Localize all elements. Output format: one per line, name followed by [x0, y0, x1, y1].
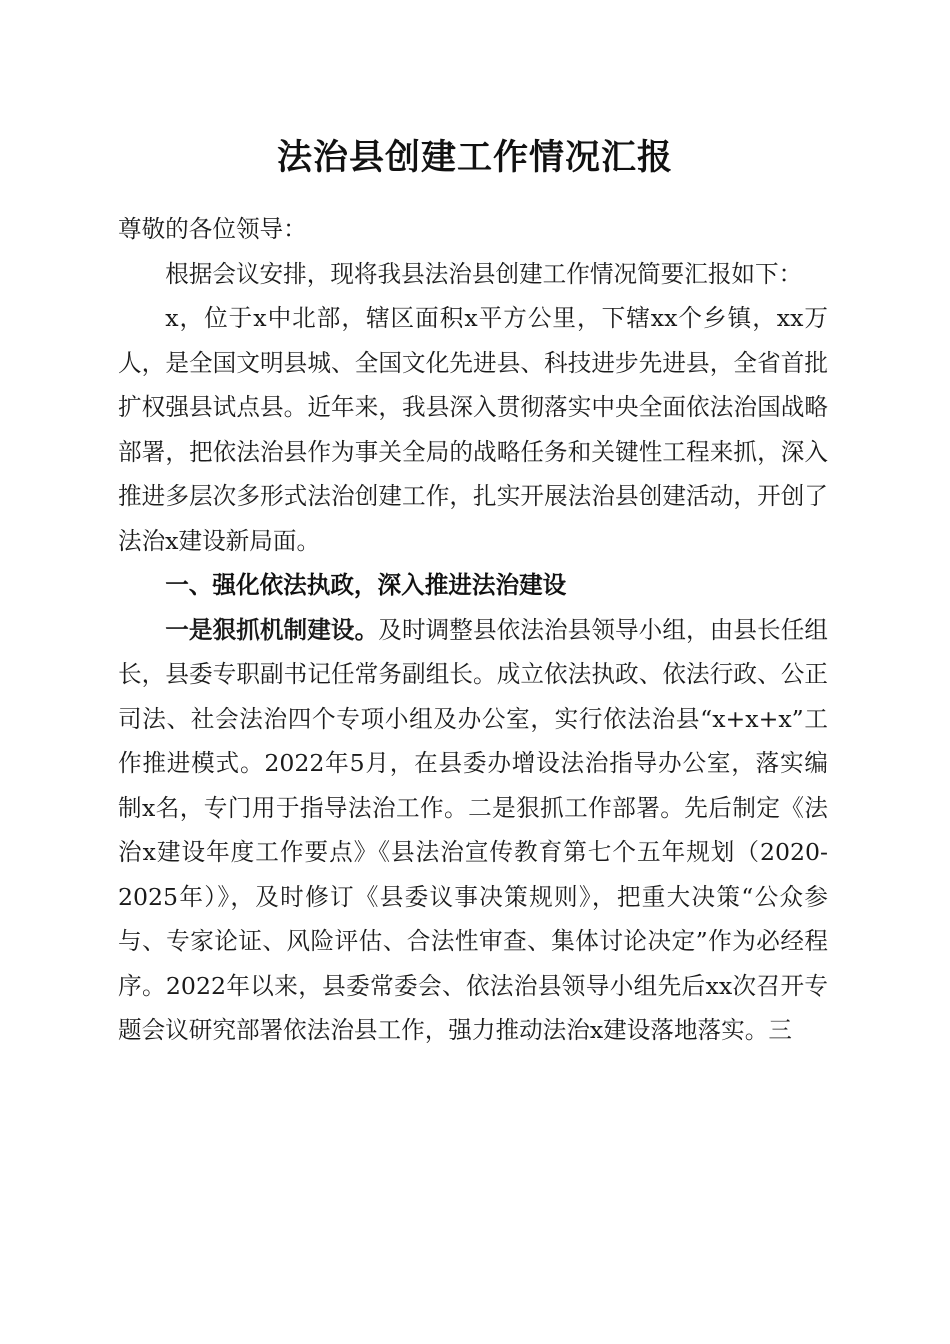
document-body — [118, 207, 828, 1053]
document-title: 法治县创建工作情况汇报 — [276, 137, 673, 178]
overview-paragraph: x，位于x中北部，辖区面积x平方公里，下辖xx个乡镇，xx万人，是全国文明县城、全国文化先进县、科技进步先进县，全省首批扩权强县试点县。近年来，我县深入贯彻落实中央全面依法治国战略部署，把依法治县作为事关全局的战略任务和关键性工程来抓，深入推进多层次多形式法治创建工作，扎实开展法治县创建活动，开创了法治x建设新局面。 — [118, 304, 828, 555]
paragraph-text: 及时调整县依法治县领导小组，由县长任组长，县委专职副书记任常务副组长。成立依法执政、依法行政、公正司法、社会法治四个专项小组及办公室，实行依法治县“x+x+x”工作推进模式。2022年5月，在县委办增设法治指导办公室，落实编制x名，专门用于指导法治工作。二是狠抓工作部署。先后制定《法治x建设年度工作要点》《县法治宣传教育第七个五年规划（2020-2025年）》，及时修订《县委议事决策规则》，把重大决策“公众参与、专家论证、风险评估、合法性审查、集体讨论决定”作为必经程序。2022年以来，县委常委会、依法治县领导小组先后xx次召开专题会议研究部署依法治县工作，强力推动法治x建设落地落实。三 — [118, 615, 829, 1044]
intro-paragraph: 根据会议安排，现将我县法治县创建工作情况简要汇报如下： — [165, 259, 803, 288]
salutation: 尊敬的各位领导： — [118, 215, 307, 243]
section-heading: 一、强化依法执政，深入推进法治建设 — [165, 571, 567, 599]
section-paragraph — [118, 608, 828, 1053]
paragraph-lead: 一是狠抓机制建设。 — [165, 615, 379, 644]
